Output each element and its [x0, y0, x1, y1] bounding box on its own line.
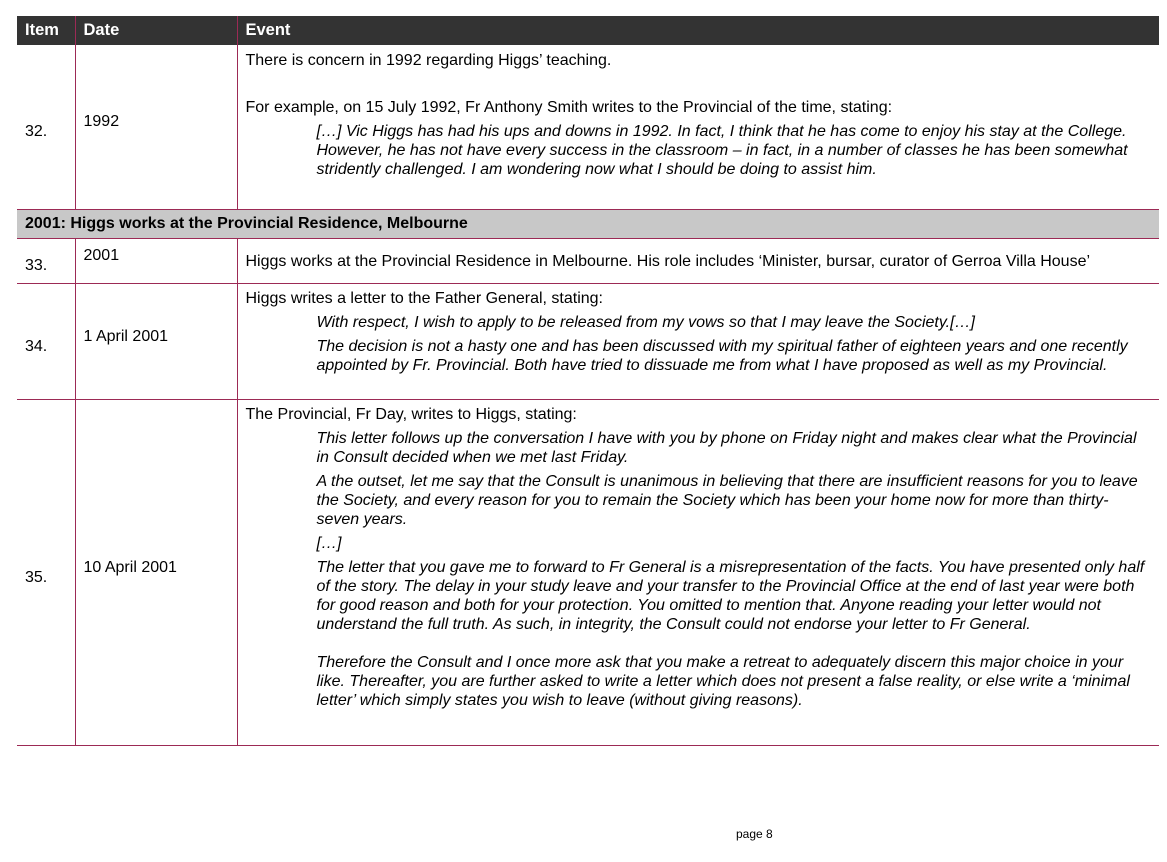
table-header-row: [17, 16, 1159, 45]
item-number: 33.: [25, 257, 48, 274]
item-number: 35.: [25, 568, 48, 586]
item-number: 34.: [25, 337, 48, 355]
event-cell: [237, 45, 1159, 209]
event-quote: […]: [316, 534, 342, 552]
event-quote: A the outset, let me say that the Consult is unanimous in believing that there are insufficient reasons for you to leave the Society, and every reason for you to remain the Society which has been your home now for more than thirty-seven years.: [316, 472, 1138, 528]
date-value: 1 April 2001: [83, 327, 169, 345]
event-quote: This letter follows up the conversation I have with you by phone on Friday night and makes clear what the Provincial in Consult decided when we met last Friday.: [316, 429, 1137, 466]
item-number: 32.: [25, 123, 48, 141]
event-text: The Provincial, Fr Day, writes to Higgs, stating:: [245, 405, 577, 423]
table-row: [17, 45, 1159, 209]
event-text: For example, on 15 July 1992, Fr Anthony Smith writes to the Provincial of the time, stating:: [245, 99, 893, 116]
item-cell: [17, 283, 75, 399]
date-cell: [75, 283, 237, 399]
section-title: 2001: Higgs works at the Provincial Residence, Melbourne: [17, 209, 1159, 238]
events-table: [17, 16, 1159, 746]
table-row: [17, 399, 1159, 745]
page-number: page 8: [736, 827, 773, 841]
table-row: [17, 238, 1159, 283]
event-cell: [237, 238, 1159, 283]
date-value: 1992: [83, 113, 120, 131]
event-cell: [237, 399, 1159, 745]
event-text: Higgs works at the Provincial Residence in Melbourne. His role includes ‘Minister, bursar, curator of Gerroa Villa House’: [245, 252, 1091, 270]
section-row: [17, 209, 1159, 238]
column-header-event: Event: [237, 16, 1159, 45]
column-header-date: Date: [75, 16, 237, 45]
table-row: [17, 283, 1159, 399]
date-cell: [75, 238, 237, 283]
event-text: There is concern in 1992 regarding Higgs’ teaching.: [245, 52, 612, 69]
event-quote: Therefore the Consult and I once more ask that you make a retreat to adequately discern this major choice in your like. Thereafter, you are further asked to write a letter which does not present a false reality, or else write a ‘minimal letter’ which simply states you wish to leave (without giving reasons).: [316, 653, 1130, 709]
item-cell: [17, 399, 75, 745]
event-quote: […] Vic Higgs has had his ups and downs in 1992. In fact, I think that he has come to enjoy his stay at the College. However, he has not have every success in the classroom – in fact, in a number of classes he has been somewhat stridently challenged. I am wondering now what I should be doing to assist him.: [316, 123, 1128, 178]
item-cell: [17, 45, 75, 209]
date-value: 10 April 2001: [83, 558, 177, 576]
event-quote: With respect, I wish to apply to be released from my vows so that I may leave the Society.[…]: [316, 313, 975, 331]
event-quote: The decision is not a hasty one and has been discussed with my spiritual father of eighteen years and one recently appointed by Fr. Provincial. Both have tried to dissuade me from what I have proposed as well as my Provincial.: [316, 337, 1128, 374]
column-header-item: Item: [17, 16, 75, 45]
date-cell: [75, 399, 237, 745]
event-quote: The letter that you gave me to forward to Fr General is a misrepresentation of the facts. You have presented only half of the story. The delay in your study leave and your transfer to the Provincial Office at the end of last year were both for good reason and both for your protection. You omitted to mention that. Anyone reading your letter would not understand the full truth. As such, in integrity, the Consult could not endorse your letter to Fr General.: [316, 558, 1145, 633]
event-cell: [237, 283, 1159, 399]
date-value: 2001: [83, 247, 120, 264]
event-text: Higgs writes a letter to the Father General, stating:: [245, 289, 603, 307]
item-cell: [17, 238, 75, 283]
date-cell: [75, 45, 237, 209]
